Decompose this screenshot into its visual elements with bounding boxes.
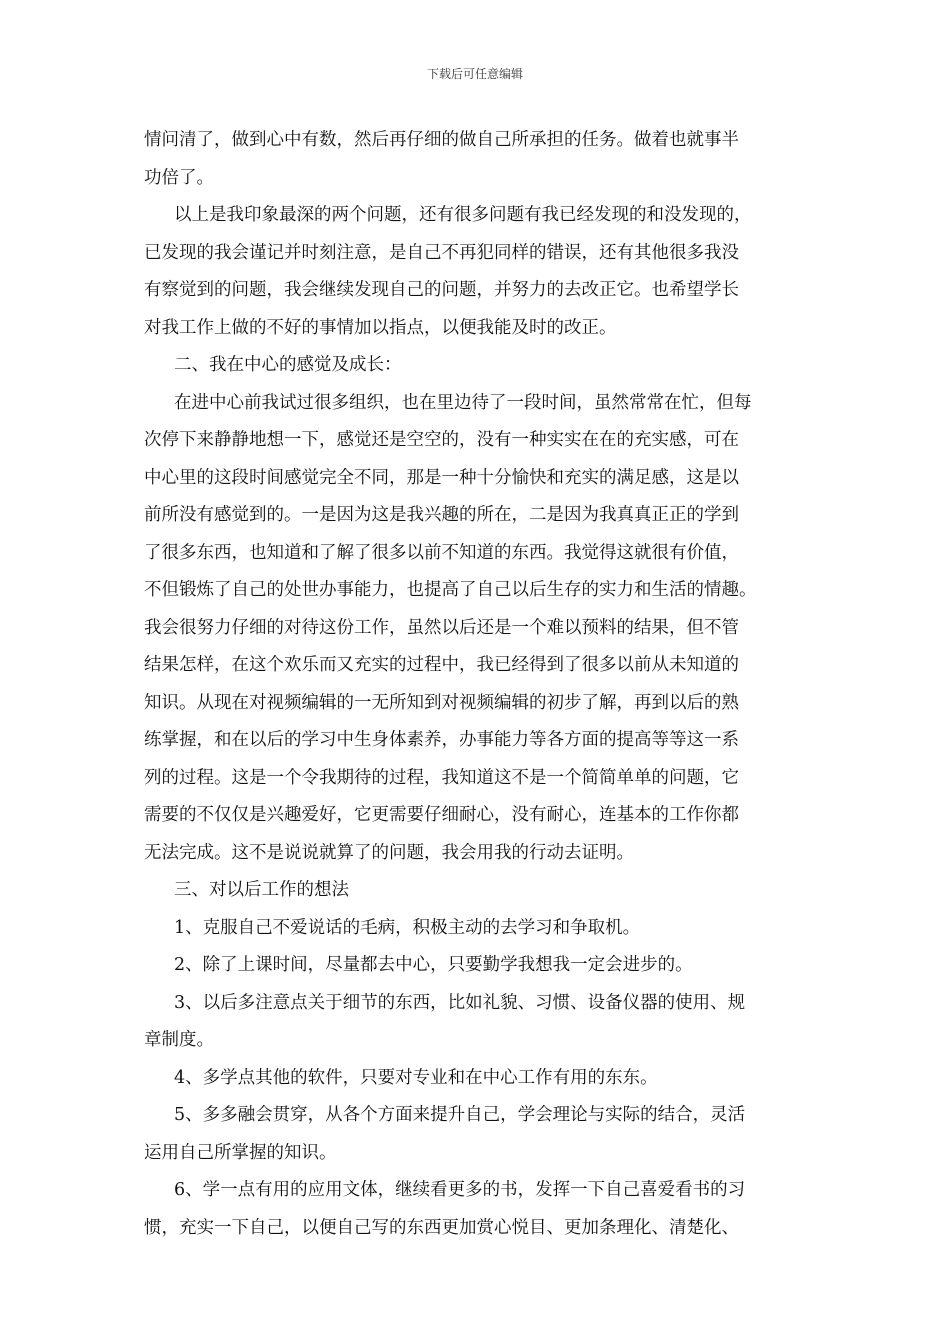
text-line: 前所没有感觉到的。一是因为这是我兴趣的所在，二是因为我真真正正的学到 [144, 505, 739, 525]
text-line: 对我工作上做的不好的事情加以指点，以便我能及时的改正。 [144, 317, 617, 338]
text-line: 不但锻炼了自己的处世办事能力，也提高了自己以后生存的实力和生活的情趣。 [144, 580, 757, 600]
text-line: 需要的不仅仅是兴趣爱好，它更需要仔细耐心，没有耐心，连基本的工作你都 [144, 805, 739, 825]
page-header: 下载后可任意编辑 [426, 67, 523, 81]
text-line: 惯，充实一下自己，以便自己写的东西更加赏心悦目、更加条理化、清楚化、 [144, 1217, 739, 1238]
text-line: 列的过程。这是一个令我期待的过程，我知道这不是一个简简单单的问题，它 [144, 767, 739, 788]
text-line: 有察觉到的问题，我会继续发现自己的问题，并努力的去改正它。也希望学长 [144, 280, 739, 300]
text-line: 已发现的我会谨记并时刻注意，是自己不再犯同样的错误，还有其他很多我没 [144, 242, 739, 263]
text-line: 功倍了。 [144, 167, 214, 188]
text-line: 结果怎样，在这个欢乐而又充实的过程中，我已经得到了很多以前从未知道的 [144, 655, 739, 675]
text-line: 三、对以后工作的想法 [174, 880, 349, 900]
text-line: 知识。从现在对视频编辑的一无所知到对视频编辑的初步了解，再到以后的熟 [144, 692, 739, 713]
text-line: 5、多多融会贯穿，从各个方面来提升自己，学会理论与实际的结合，灵活 [174, 1105, 746, 1125]
text-line: 无法完成。这不是说说就算了的问题，我会用我的行动去证明。 [144, 842, 634, 863]
text-line: 中心里的这段时间感觉完全不同，那是一种十分愉快和充实的满足感，这是以 [144, 467, 739, 488]
text-line: 二、我在中心的感觉及成长： [174, 355, 402, 375]
text-line: 情问清了，做到心中有数，然后再仔细的做自己所承担的任务。做着也就事半 [144, 130, 739, 150]
text-line: 3、以后多注意点关于细节的东西，比如礼貌、习惯、设备仪器的使用、规 [174, 992, 746, 1013]
text-line: 2、除了上课时间，尽量都去中心，只要勤学我想我一定会进步的。 [174, 955, 693, 975]
text-line: 章制度。 [144, 1030, 214, 1050]
text-line: 在进中心前我试过很多组织，也在里边待了一段时间，虽然常常在忙，但每 [174, 392, 752, 413]
text-line: 次停下来静静地想一下，感觉还是空空的，没有一种实实在在的充实感，可在 [144, 430, 739, 450]
text-line: 练掌握，和在以后的学习中生身体素养，办事能力等各方面的提高等等这一系 [144, 730, 739, 750]
text-line: 我会很努力仔细的对待这份工作，虽然以后还是一个难以预料的结果，但不管 [144, 617, 739, 638]
text-line: 以上是我印象最深的两个问题，还有很多问题有我已经发现的和没发现的， [174, 205, 752, 225]
text-line: 4、多学点其他的软件，只要对专业和在中心工作有用的东东。 [174, 1067, 658, 1088]
text-line: 运用自己所掌握的知识。 [144, 1142, 337, 1163]
text-line: 6、学一点有用的应用文体，继续看更多的书，发挥一下自己喜爱看书的习 [174, 1180, 746, 1200]
text-line: 1、克服自己不爱说话的毛病，积极主动的去学习和争取机。 [174, 917, 641, 938]
document-body [144, 122, 816, 1247]
text-line: 了很多东西，也知道和了解了很多以前不知道的东西。我觉得这就很有价值， [144, 542, 739, 563]
